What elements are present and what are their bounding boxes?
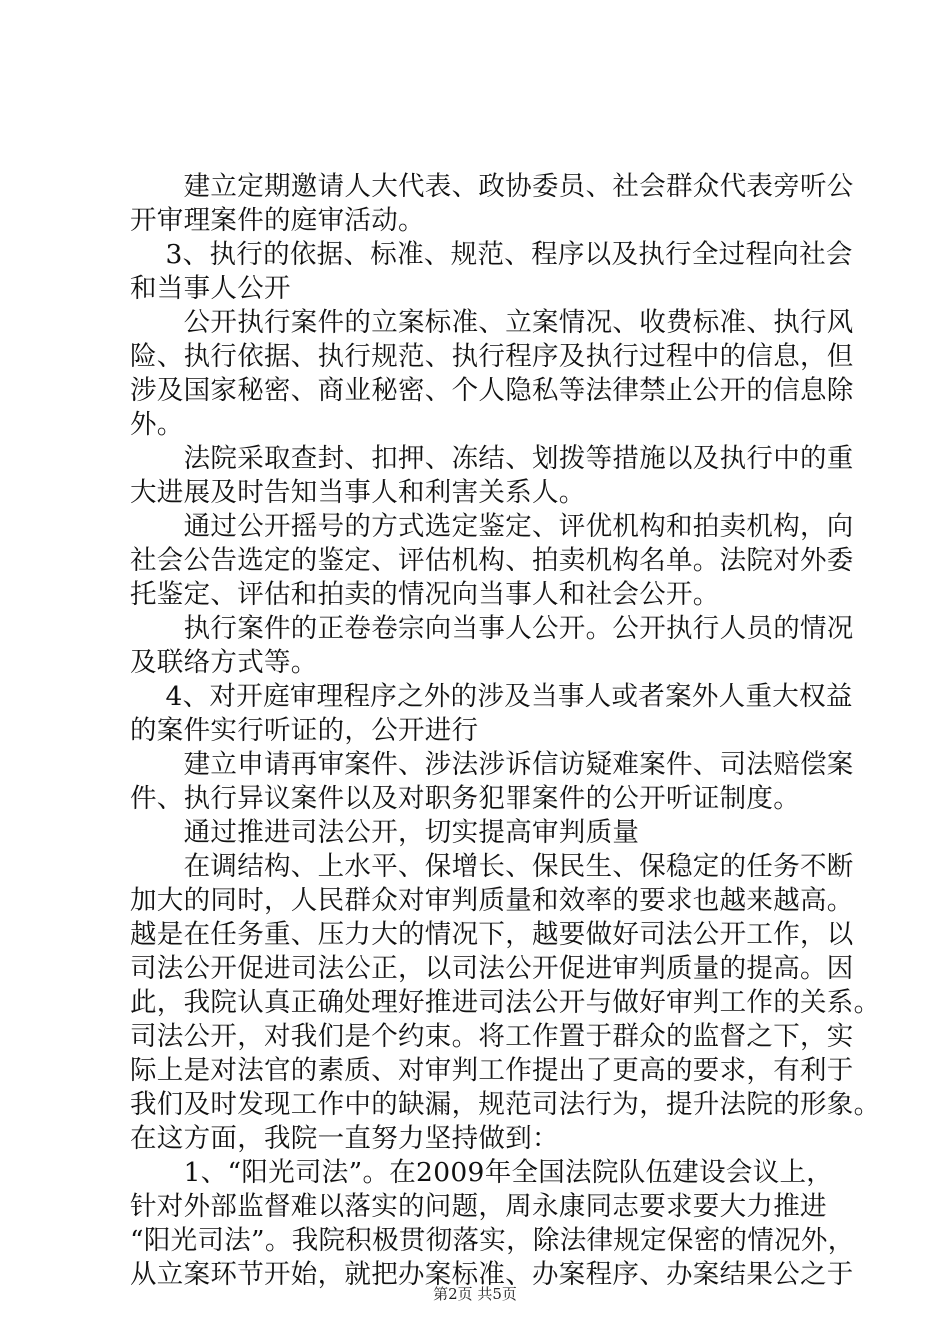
body-line: 执行案件的正卷卷宗向当事人公开。公开执行人员的情况 — [130, 613, 854, 644]
body-line: 越是在任务重、压力大的情况下，越要做好司法公开工作，以 — [130, 919, 854, 950]
body-line: 社会公告选定的鉴定、评估机构、拍卖机构名单。法院对外委 — [130, 545, 854, 576]
body-line: “阳光司法”。我院积极贯彻落实，除法律规定保密的情况外， — [130, 1225, 855, 1256]
section-heading: 通过推进司法公开，切实提高审判质量 — [130, 817, 640, 848]
body-line: 此，我院认真正确处理好推进司法公开与做好审判工作的关系。 — [130, 987, 881, 1018]
body-line: 公开执行案件的立案标准、立案情况、收费标准、执行风 — [130, 307, 854, 338]
body-line: 在调结构、上水平、保增长、保民生、保稳定的任务不断 — [130, 851, 854, 882]
body-line: 大进展及时告知当事人和利害关系人。 — [130, 477, 586, 508]
body-line: 托鉴定、评估和拍卖的情况向当事人和社会公开。 — [130, 579, 720, 610]
body-line: 4、对开庭审理程序之外的涉及当事人或者案外人重大权益 — [130, 681, 853, 712]
page-footer: 第2页 共5页 — [433, 1285, 517, 1303]
body-line: 加大的同时，人民群众对审判质量和效率的要求也越来越高。 — [130, 885, 854, 916]
body-line: 际上是对法官的素质、对审判工作提出了更高的要求，有利于 — [130, 1055, 854, 1086]
body-line: 法院采取查封、扣押、冻结、划拨等措施以及执行中的重 — [130, 443, 854, 474]
body-line: 件、执行异议案件以及对职务犯罪案件的公开听证制度。 — [130, 783, 800, 814]
body-line: 1、“阳光司法”。在2009年全国法院队伍建设会议上， — [130, 1157, 834, 1188]
body-line: 通过公开摇号的方式选定鉴定、评优机构和拍卖机构，向 — [130, 511, 854, 542]
body-line: 在这方面，我院一直努力坚持做到： — [130, 1123, 559, 1154]
body-line: 司法公开，对我们是个约束。将工作置于群众的监督之下，实 — [130, 1021, 854, 1052]
body-line: 及联络方式等。 — [130, 647, 318, 678]
body-line: 涉及国家秘密、商业秘密、个人隐私等法律禁止公开的信息除 — [130, 375, 854, 406]
body-line: 开审理案件的庭审活动。 — [130, 205, 425, 236]
body-line: 司法公开促进司法公正，以司法公开促进审判质量的提高。因 — [130, 953, 854, 984]
body-line: 3、执行的依据、标准、规范、程序以及执行全过程向社会 — [130, 239, 853, 270]
body-line: 针对外部监督难以落实的问题，周永康同志要求要大力推进 — [130, 1191, 827, 1222]
body-line: 的案件实行听证的，公开进行 — [130, 715, 479, 746]
body-line: 建立申请再审案件、涉法涉诉信访疑难案件、司法赔偿案 — [130, 749, 854, 780]
body-line: 和当事人公开 — [130, 273, 291, 304]
body-line: 建立定期邀请人大代表、政协委员、社会群众代表旁听公 — [130, 171, 854, 202]
body-line: 外。 — [130, 409, 184, 440]
body-line: 从立案环节开始，就把办案标准、办案程序、办案结果公之于 — [130, 1259, 854, 1290]
body-line: 险、执行依据、执行规范、执行程序及执行过程中的信息，但 — [130, 341, 854, 372]
body-line: 我们及时发现工作中的缺漏，规范司法行为，提升法院的形象。 — [130, 1089, 881, 1120]
